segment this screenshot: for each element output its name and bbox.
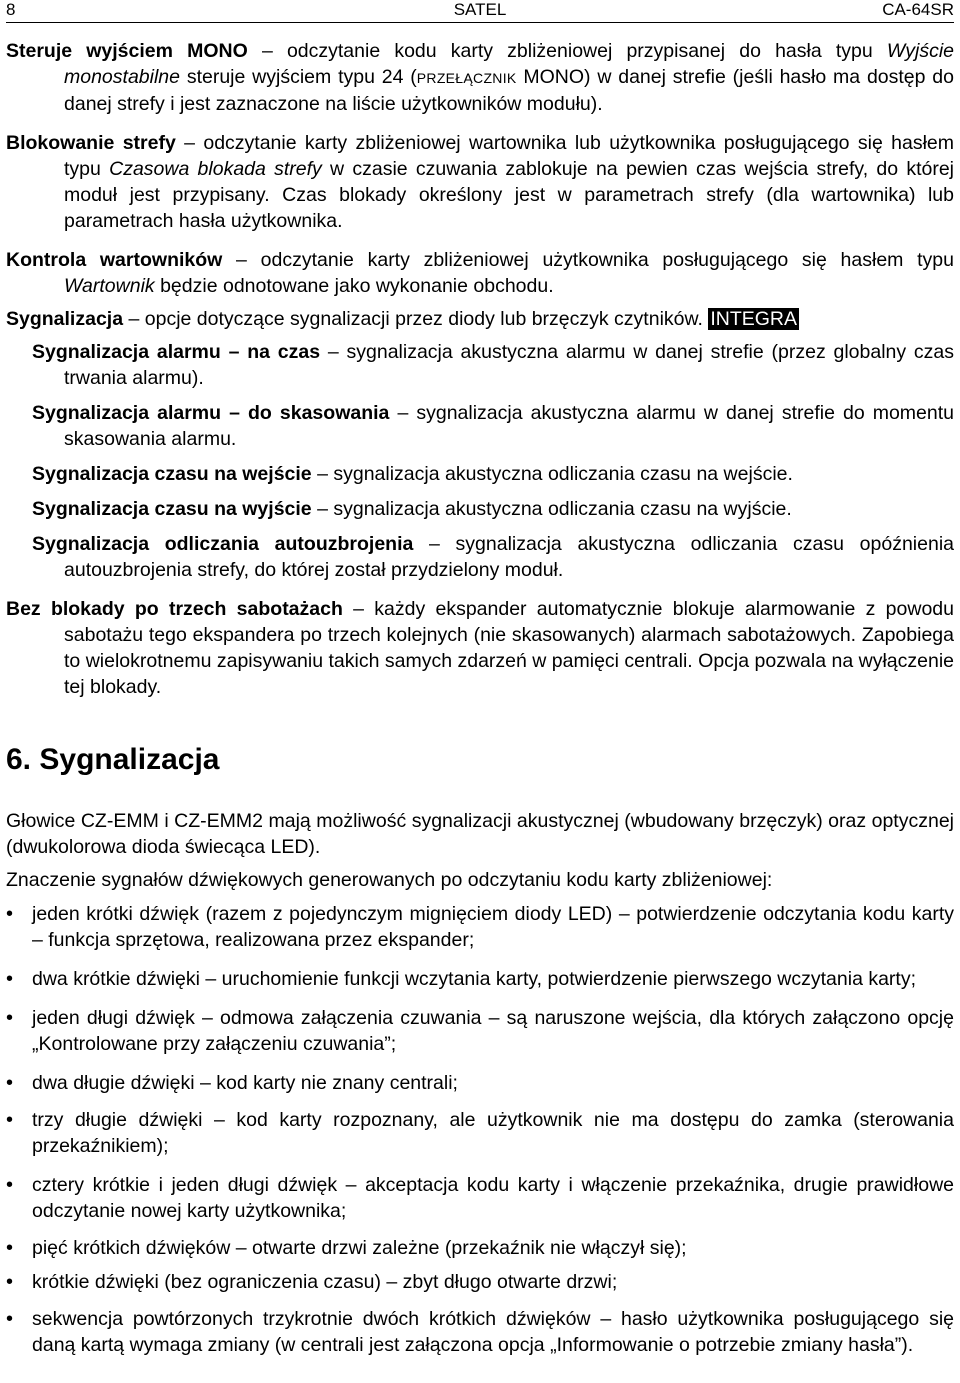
integra-badge: INTEGRA	[710, 308, 798, 330]
bullet-icon: •	[6, 1237, 14, 1259]
list-item-text: jeden krótki dźwięk (razem z pojedynczym mignięciem diody LED) – potwierdzenie odczytania kodu karty – funkcja sprzętowa, realizowana przez ekspander;	[32, 903, 954, 951]
bullet-icon: •	[6, 1109, 14, 1131]
bullet-icon: •	[6, 1007, 14, 1029]
list-item-text: trzy długie dźwięki – kod karty rozpoznany, ale użytkownik nie ma dostępu do zamka (sterowania przekaźnikiem);	[32, 1109, 954, 1157]
option-sygn-autouzbrojenia: Sygnalizacja odliczania autouzbrojenia – sygnalizacja akustyczna odliczania czasu opóźnienia autouzbrojenia strefy, do której został przydzielony moduł.	[32, 533, 954, 581]
list-item-text: jeden długi dźwięk – odmowa załączenia czuwania – są naruszone wejścia, dla których załączono opcję „Kontrolowane przy załączeniu czuwania”;	[32, 1007, 954, 1055]
list-item	[6, 1005, 954, 1057]
option-blokowanie: Blokowanie strefy – odczytanie karty zbliżeniowej wartownika lub użytkownika posługującego się hasłem typu Czasowa blokada strefy w czasie czuwania zablokuje na pewien czas wejścia strefy, do której moduł jest przypisany. Czas blokady określony jest w parametrach strefy (dla wartownika) lub parametrach hasła użytkownika.	[6, 132, 954, 232]
option-sygn-alarmu-skasowania: Sygnalizacja alarmu – do skasowania – sygnalizacja akustyczna alarmu w danej strefie do momentu skasowania alarmu.	[32, 402, 955, 450]
list-item-text: cztery krótkie i jeden długi dźwięk – akceptacja kodu karty i włączenie przekaźnika, drugie prawidłowe odczytanie nowej karty użytkownika;	[32, 1174, 954, 1222]
option-mono: Steruje wyjściem MONO – odczytanie kodu karty zbliżeniowej przypisanej do hasła typu Wyjście monostabilne steruje wyjściem typu 24 (PRZEŁĄCZNIK MONO) w danej strefie (jeśli hasło ma dostęp do danej strefy i jest zaznaczone na liście użytkowników modułu).	[6, 40, 955, 115]
model-name: CA-64SR	[882, 0, 954, 19]
page-header	[6, 0, 954, 23]
bullet-icon: •	[6, 1308, 14, 1330]
bullet-icon: •	[6, 903, 14, 925]
bullet-icon: •	[6, 1271, 14, 1293]
list-item	[6, 1070, 954, 1096]
list-item	[6, 1306, 954, 1358]
option-sygn-czasu-wejscie: Sygnalizacja czasu na wejście – sygnalizacja akustyczna odliczania czasu na wejście.	[32, 463, 793, 485]
signals-list	[6, 901, 954, 1358]
list-item-text: dwa krótkie dźwięki – uruchomienie funkcji wczytania karty, potwierdzenie pierwszego wczytania karty;	[32, 968, 917, 990]
list-item-text: sekwencja powtórzonych trzykrotnie dwóch krótkich dźwięków – hasło użytkownika posługującego się daną kartą wymaga zmiany (w centrali jest załączona opcja „Informowanie o potrzebie zmiany hasła”).	[32, 1308, 954, 1356]
section-heading: 6. Sygnalizacja	[6, 743, 220, 776]
page-content	[6, 38, 954, 1358]
list-item-text: krótkie dźwięki (bez ograniczenia czasu) – zbyt długo otwarte drzwi;	[32, 1271, 618, 1293]
bullet-icon: •	[6, 1072, 14, 1094]
option-sygn-alarmu-czas: Sygnalizacja alarmu – na czas – sygnalizacja akustyczna alarmu w danej strefie (przez globalny czas trwania alarmu).	[32, 341, 955, 389]
option-kontrola: Kontrola wartowników – odczytanie karty zbliżeniowej użytkownika posługującego się hasłem typu Wartownik będzie odnotowane jako wykonanie obchodu.	[6, 249, 954, 297]
list-item	[6, 1172, 954, 1224]
option-sygnalizacja: Sygnalizacja – opcje dotyczące sygnalizacji przez diody lub brzęczyk czytników. INTEGRA	[6, 308, 798, 330]
option-sygn-czasu-wyjscie: Sygnalizacja czasu na wyjście – sygnalizacja akustyczna odliczania czasu na wyjście.	[32, 498, 792, 520]
list-item-text: pięć krótkich dźwięków – otwarte drzwi zależne (przekaźnik nie włączył się);	[32, 1237, 687, 1259]
bullet-icon: •	[6, 968, 14, 990]
list-item	[6, 1269, 954, 1295]
list-item	[6, 1107, 954, 1159]
bullet-icon: •	[6, 1174, 14, 1196]
brand-name: SATEL	[453, 0, 507, 19]
list-item	[6, 966, 954, 992]
intro-paragraph: Głowice CZ-EMM i CZ-EMM2 mają możliwość sygnalizacji akustycznej (wbudowany brzęczyk) oraz optycznej (dwukolorowa dioda świecąca LED).	[6, 810, 954, 858]
option-bez-blokady: Bez blokady po trzech sabotażach – każdy ekspander automatycznie blokuje alarmowanie z powodu sabotażu tego ekspandera po trzech kolejnych (nie skasowanych) alarmach sabotażowych. Zapobiega to wielokrotnemu zapisywaniu takich samych zdarzeń w pamięci centrali. Opcja pozwala na wyłączenie tej blokady.	[6, 598, 954, 698]
list-item	[6, 901, 954, 953]
list-item	[6, 1235, 954, 1261]
list-item-text: dwa długie dźwięki – kod karty nie znany centrali;	[32, 1072, 458, 1094]
page-number: 8	[6, 0, 16, 19]
signals-intro: Znaczenie sygnałów dźwiękowych generowanych po odczytaniu kodu karty zbliżeniowej:	[6, 869, 773, 891]
